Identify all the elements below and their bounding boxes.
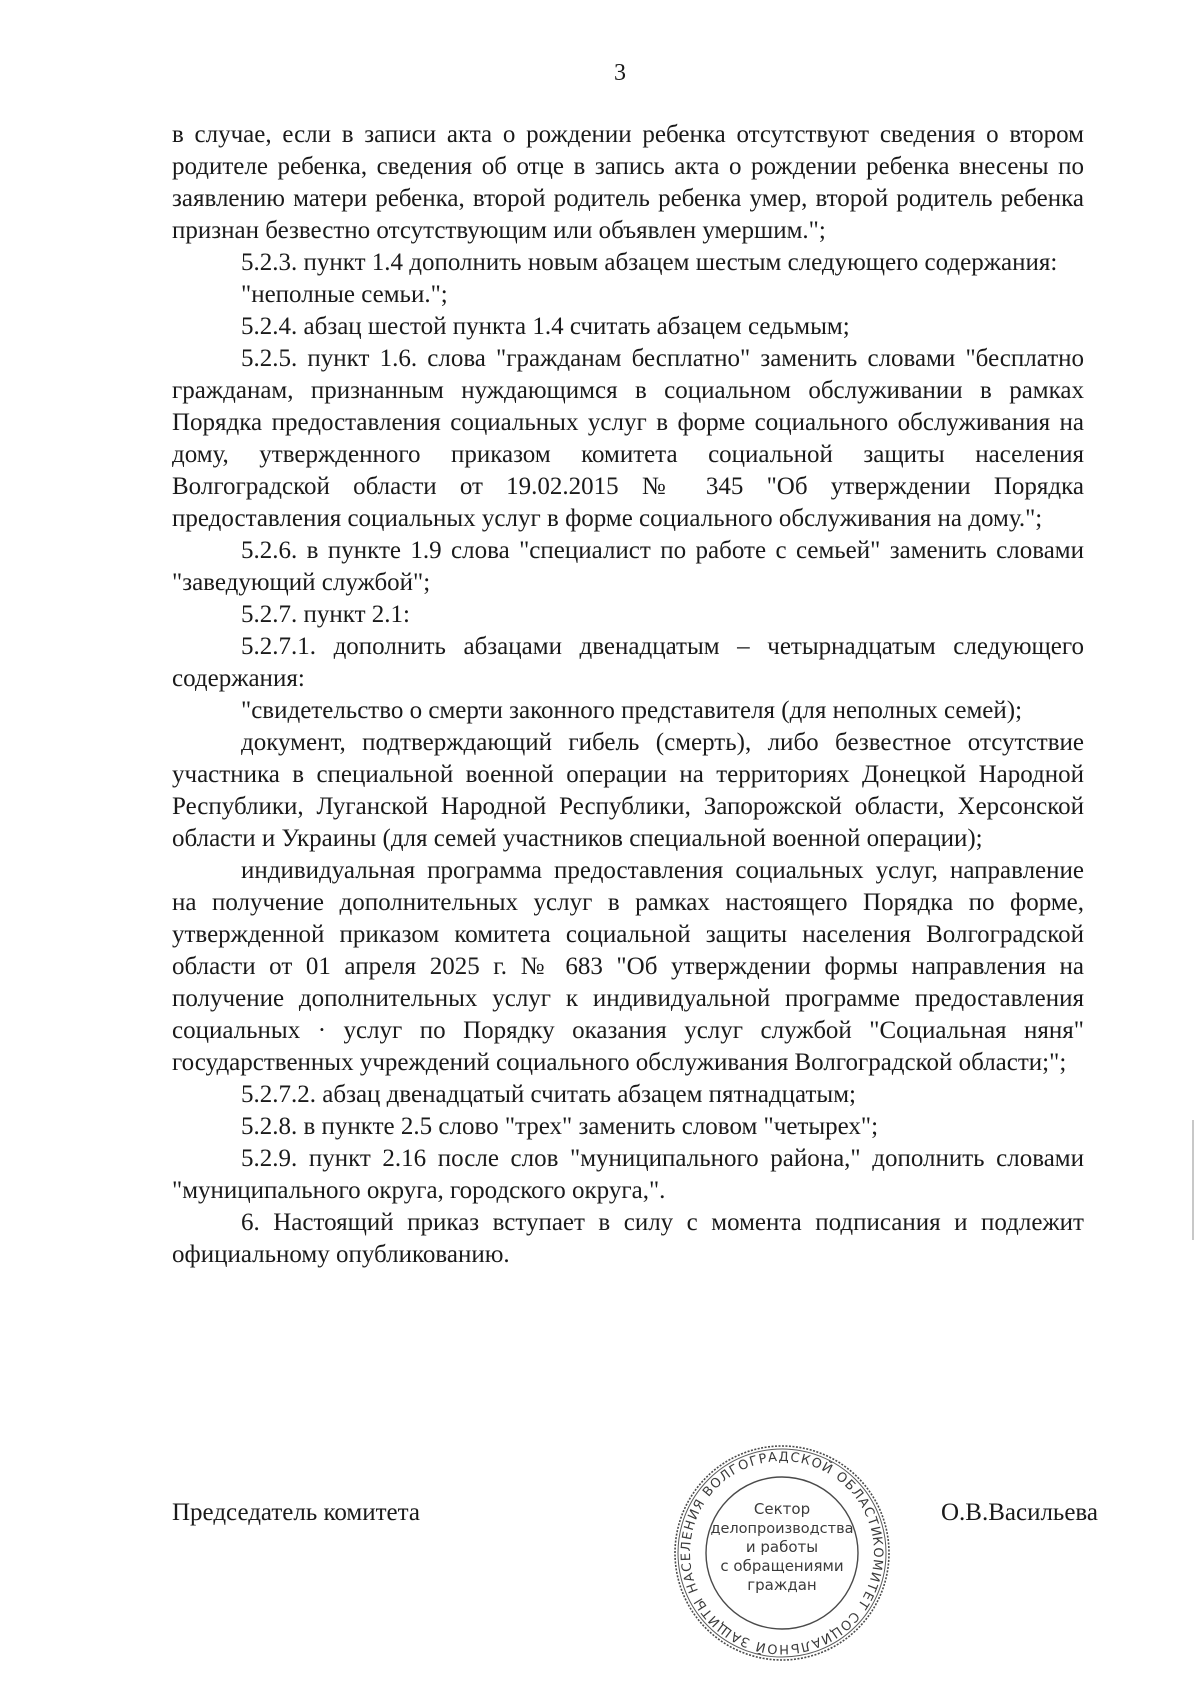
stamp-center-line: Сектор (753, 1500, 811, 1518)
paragraph: "неполные семьи."; (241, 281, 448, 308)
stamp-center-text (710, 1500, 853, 1594)
paragraph: документ, подтверждающий гибель (смерть), либо безвестное отсутствие участника в специальной военной операции на территориях Донецкой Народной Республики, Луганской Народной Республики, Запорожской области, Херсонской области и Украины (для семей участников специальной военной операции); (172, 729, 1084, 852)
stamp-center-line: делопроизводства (710, 1521, 854, 1537)
paragraph: 5.2.5. пункт 1.6. слова "гражданам бесплатно" заменить словами "бесплатно гражданам, признанным нуждающимся в социальном обслуживании в рамках Порядка предоставления социальных услуг в форме социального обслуживания на дому, утвержденного приказом комитета социальной защиты населения Волгоградской области от 19.02.2015 № 345 "Об утверждении Порядка предоставления социальных услуг в форме социального обслуживания на дому."; (172, 345, 1084, 532)
official-stamp (671, 1442, 893, 1664)
paragraph: "свидетельство о смерти законного представителя (для неполных семей); (241, 697, 1023, 724)
paragraph: индивидуальная программа предоставления социальных услуг, направление на получение дополнительных услуг в рамках настоящего Порядка по форме, утвержденной приказом комитета социальной защиты населения Волгоградской области от 01 апреля 2025 г. № 683 "Об утверждении формы направления на получение дополнительных услуг к индивидуальной программе предоставления социальных · услуг по Порядку оказания услуг службой "Социальная няня" государственных учреждений социального обслуживания Волгоградской области;"; (172, 857, 1084, 1076)
signatory-name: О.В.Васильева (940, 1499, 1098, 1526)
paragraph: 5.2.4. абзац шестой пункта 1.4 считать абзацем седьмым; (241, 313, 850, 340)
paragraph: 5.2.7. пункт 2.1: (241, 601, 410, 628)
paragraph: 5.2.7.2. абзац двенадцатый считать абзацем пятнадцатым; (241, 1081, 856, 1108)
stamp-center-line: и работы (745, 1538, 819, 1556)
stamp-center-line: граждан (747, 1576, 817, 1594)
signature-block (172, 1499, 1098, 1539)
paragraph: 6. Настоящий приказ вступает в силу с момента подписания и подлежит официальному опубликованию. (172, 1209, 1084, 1268)
paragraph: в случае, если в записи акта о рождении ребенка отсутствуют сведения о втором родителе ребенка, сведения об отце в запись акта о рождении ребенка внесены по заявлению матери ребенка, второй родитель ребенка умер, второй родитель ребенка признан безвестно отсутствующим или объявлен умершим."; (172, 121, 1084, 244)
paragraph: 5.2.9. пункт 2.16 после слов "муниципального района," дополнить словами "муниципального округа, городского округа,". (172, 1145, 1084, 1204)
paragraph: 5.2.3. пункт 1.4 дополнить новым абзацем шестым следующего содержания: (241, 249, 1058, 276)
page-number: 3 (614, 60, 626, 86)
paragraph: 5.2.7.1. дополнить абзацами двенадцатым – четырнадцатым следующего содержания: (172, 633, 1084, 692)
scan-edge-mark (1192, 1120, 1194, 1240)
stamp-center-line: с обращениями (720, 1557, 844, 1575)
paragraph: 5.2.6. в пункте 1.9 слова "специалист по работе с семьей" заменить словами "заведующий службой"; (172, 537, 1084, 596)
stamp-ring-text: КОМИТЕТ СОЦИАЛЬНОЙ ЗАЩИТЫ НАСЕЛЕНИЯ ВОЛГОГРАДСКОЙ ОБЛАСТИ (678, 1449, 886, 1657)
paragraph: 5.2.8. в пункте 2.5 слово "трех" заменить словом "четырех"; (241, 1113, 879, 1140)
document-body (172, 119, 1084, 1271)
signatory-title: Председатель комитета (172, 1499, 420, 1526)
